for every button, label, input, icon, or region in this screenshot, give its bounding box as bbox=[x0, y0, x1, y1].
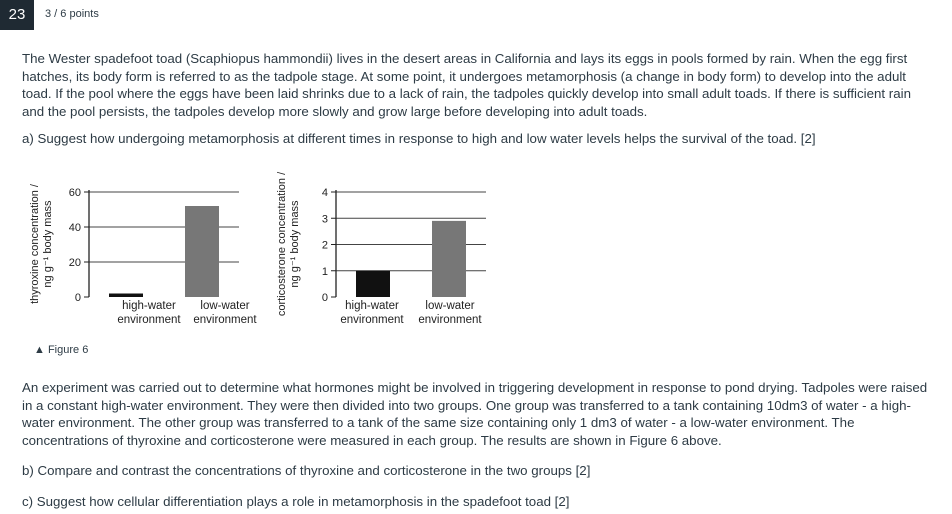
chart2-bar-2 bbox=[432, 221, 466, 297]
figure-caption-text: Figure 6 bbox=[47, 344, 89, 356]
experiment-paragraph: An experiment was carried out to determine what hormones might be involved in triggering development in response to pond drying. Tadpoles were raised in a constant high-water environment. They were then divided into two groups. One group was transferred to a tank containing 10dm3 of water - a high-water environment. The other group was transferred to a tank of the same size containing only 1 dm3 of water - a low-water environment. The concentrations of thyroxine and corticosterone were measured in each group. The results are shown in Figure 6 above. bbox=[22, 380, 928, 448]
chart1-ylabel-line1: thyroxine concentration / bbox=[29, 184, 41, 304]
caption-triangle-icon: ▲ bbox=[34, 344, 45, 356]
question-number: 23 bbox=[0, 0, 34, 30]
chart1-ytick-label: 0 bbox=[74, 292, 81, 304]
chart2-ytick-label: 0 bbox=[321, 292, 328, 304]
chart2-category-label: high-water bbox=[345, 300, 399, 312]
chart2-ylabel-line2: ng g⁻¹ body mass bbox=[289, 200, 301, 288]
figure-6-charts bbox=[28, 162, 498, 362]
chart2-ytick-label: 2 bbox=[321, 239, 328, 252]
question-c: c) Suggest how cellular differentiation plays a role in metamorphosis in the spadefoot toad [2] bbox=[22, 494, 570, 509]
chart2-category-label: environment bbox=[418, 314, 482, 326]
chart1-ytick-label: 20 bbox=[68, 257, 81, 269]
question-a: a) Suggest how undergoing metamorphosis at different times in response to high and low water levels helps the survival of the toad. [2] bbox=[22, 131, 816, 146]
chart1-category-label: low-water bbox=[200, 300, 250, 312]
chart1-category-label: environment bbox=[117, 314, 181, 326]
chart1-bar-1 bbox=[109, 294, 143, 298]
intro-paragraph: The Wester spadefoot toad (Scaphiopus hammondii) lives in the desert areas in California and lays its eggs in pools formed by rain. When the egg first hatches, its body form is referred to as the tadpole stage. At some point, it undergoes metamorphosis (a change in body form) to develop into the adult toad. If the pool where the eggs have been laid shrinks due to a lack of rain, the tadpoles quickly develop into small adult toads. If there is sufficient rain and the pool persists, the tadpoles develop more slowly and grow large before developing into adult toads. bbox=[22, 51, 911, 119]
chart2-category-label: low-water bbox=[425, 300, 475, 312]
chart1-ylabel-line2: ng g⁻¹ body mass bbox=[42, 200, 54, 288]
chart1-category-label: environment bbox=[193, 314, 257, 326]
chart1-ytick-label: 60 bbox=[68, 187, 81, 199]
figure-caption bbox=[34, 344, 88, 356]
chart1-bar-2 bbox=[185, 206, 219, 297]
figure-6 bbox=[28, 162, 498, 362]
chart2-ytick-label: 1 bbox=[321, 265, 328, 278]
question-b: b) Compare and contrast the concentrations of thyroxine and corticosterone in the two groups [2] bbox=[22, 463, 591, 478]
points-score: 3 / 6 points bbox=[45, 8, 99, 20]
chart1-ytick-label: 40 bbox=[68, 222, 81, 234]
chart2-ylabel-line1: corticosterone concentration / bbox=[276, 171, 288, 317]
chart2-ytick-label: 4 bbox=[321, 187, 328, 199]
chart2-category-label: environment bbox=[340, 314, 404, 326]
chart2-bar-1 bbox=[356, 271, 390, 297]
chart2-ytick-label: 3 bbox=[321, 213, 328, 226]
chart1-category-label: high-water bbox=[122, 300, 176, 312]
